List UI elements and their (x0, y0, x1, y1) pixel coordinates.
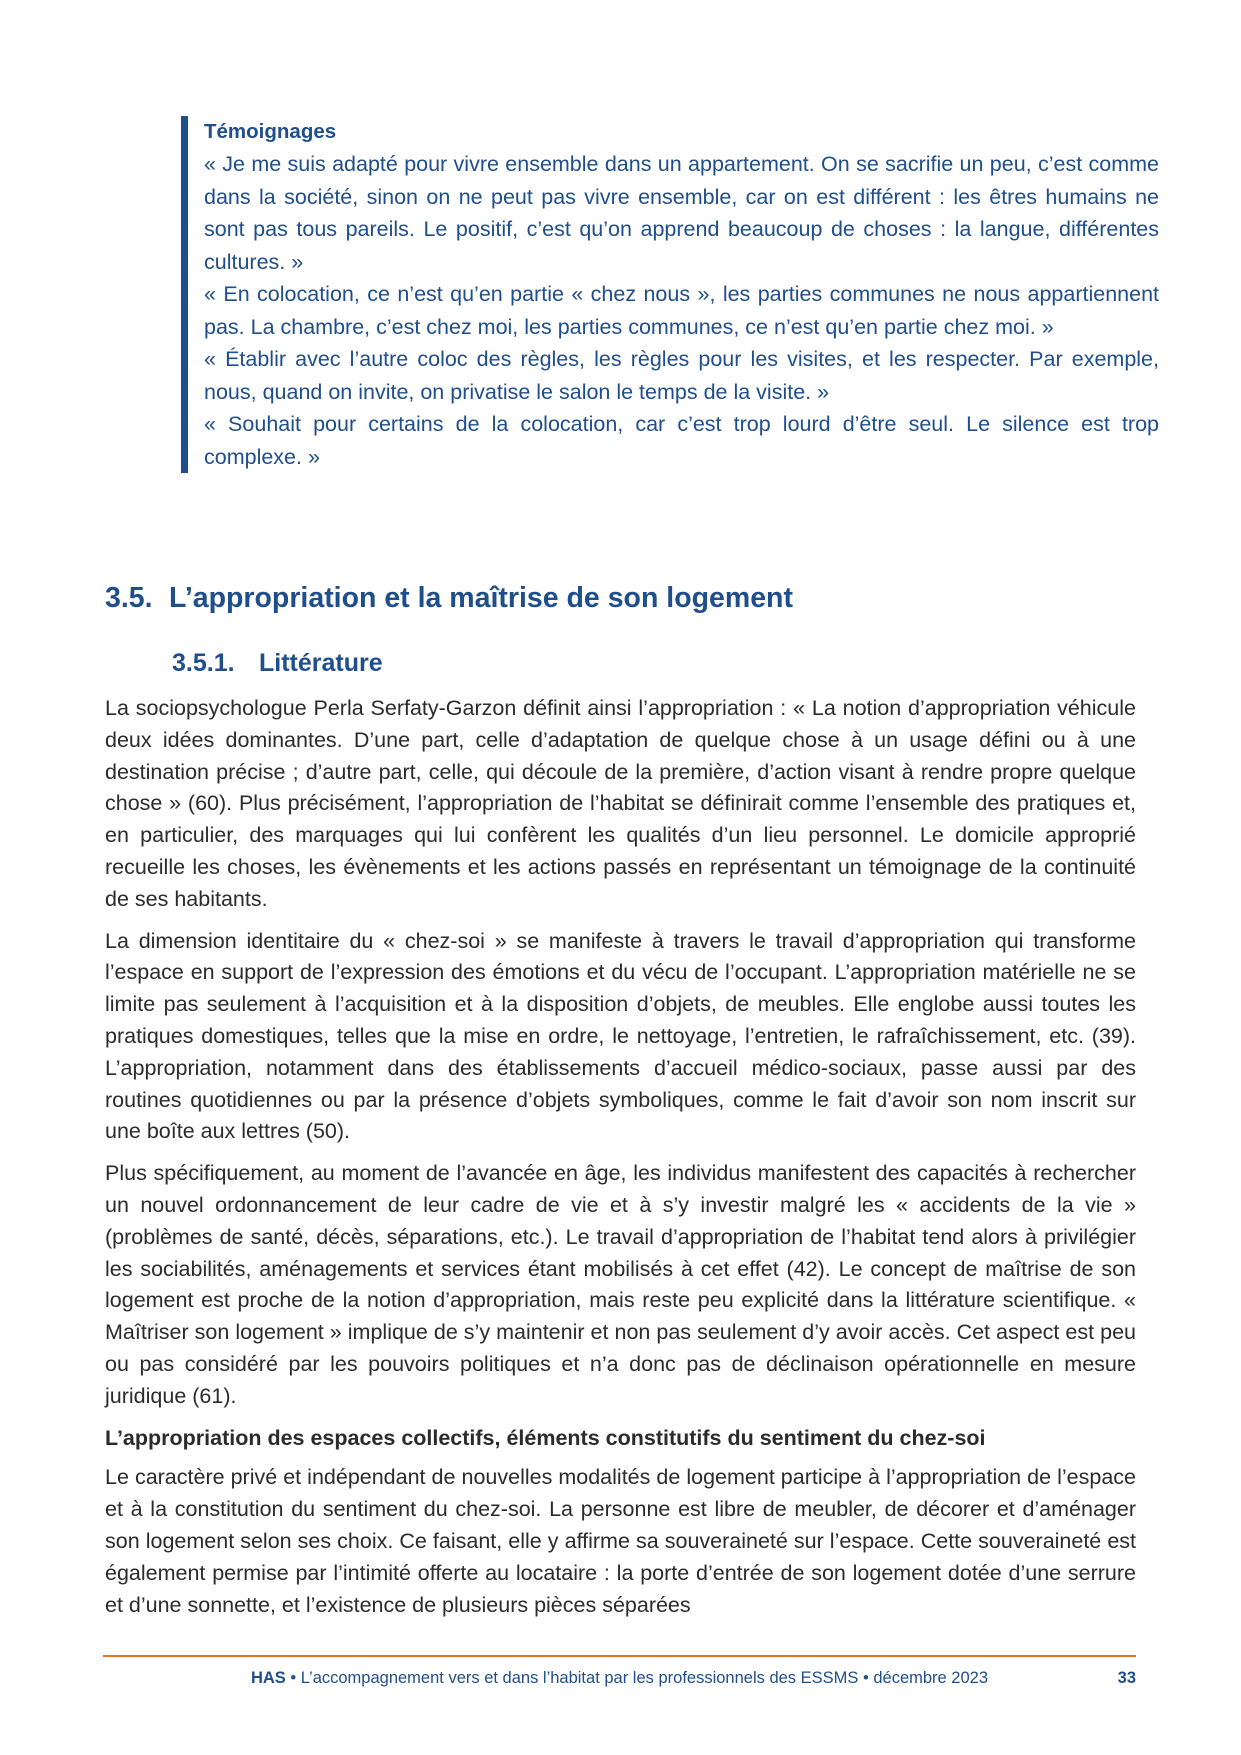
footer-brand: HAS (250, 1669, 286, 1687)
body-paragraph: La sociopsychologue Perla Serfaty-Garzon définit ainsi l’appropriation : « La notion d’appropriation véhicule deux idées dominantes. D’une part, celle d’adaptation de quelque chose à un usage défini ou à une destination précise ; d’autre part, celle, qui découle de la première, d’action visant à rendre propre quelque chose » (60). Plus précisément, l’appropriation de l’habitat se définirait comme l’ensemble des pratiques et, en particulier, des marquages qui lui confèrent les qualités d’un lieu personnel. Le domicile approprié recueille les choses, les évènements et les actions passés en représentant un témoignage de la continuité de ses habitants. (105, 696, 1136, 911)
footer-text: L’accompagnement vers et dans l’habitat par les professionnels des ESSMS • décembre 2023 (300, 1669, 989, 1687)
footer-caption (103, 1667, 1136, 1689)
body-paragraph: Plus spécifiquement, au moment de l’avancée en âge, les individus manifestent des capacités à rechercher un nouvel ordonnancement de leur cadre de vie et à s’y investir malgré les « accidents de la vie » (problèmes de santé, décès, séparations, etc.). Le travail d’appropriation de l’habitat tend alors à privilégier les sociabilités, aménagements et services étant mobilisés à cet effet (42). Le concept de maîtrise de son logement est proche de la notion d’appropriation, mais reste peu explicité dans la littérature scientifique. « Maîtriser son logement » implique de s’y maintenir et non pas seulement d’y avoir accès. Cet aspect est peu ou pas considéré par les pouvoirs politiques et n’a donc pas de déclinaison opérationnelle en mesure juridique (61). (105, 1161, 1136, 1408)
testimony-quote: « Établir avec l’autre coloc des règles, les règles pour les visites, et les respecter. Par exemple, nous, quand on invite, on privatise le salon le temps de la visite. » (204, 347, 1159, 404)
body-paragraph: Le caractère privé et indépendant de nouvelles modalités de logement participe à l’appropriation de l’espace et à la constitution du sentiment du chez-soi. La personne est libre de meubler, de décorer et d’aménager son logement selon ses choix. Ce faisant, elle y affirme sa souveraineté sur l’espace. Cette souveraineté est également permise par l’intimité offerte au locataire : la porte d’entrée de son logement dotée d’une serrure et d’une sonnette, et l’existence de plusieurs pièces séparées (105, 1465, 1136, 1617)
inline-subheading: L’appropriation des espaces collectifs, éléments constitutifs du sentiment du chez-soi (105, 1425, 986, 1450)
footer-divider (103, 1655, 1136, 1657)
section-heading (105, 580, 1136, 616)
body-text (105, 693, 1136, 1631)
body-paragraph: La dimension identitaire du « chez-soi » se manifeste à travers le travail d’appropriation qui transforme l’espace en support de l’expression des émotions et du vécu de l’occupant. L’appropriation matérielle ne se limite pas seulement à l’acquisition et à la disposition d’objets, de meubles. Elle englobe aussi toutes les pratiques domestiques, telles que la mise en ordre, le nettoyage, l’entretien, le rafraîchissement, etc. (39). L’appropriation, notamment dans des établissements d’accueil médico-sociaux, passe aussi par des routines quotidiennes ou par la présence d’objets symboliques, comme le fait d’avoir son nom inscrit sur une boîte aux lettres (50). (105, 928, 1136, 1144)
subsection-heading (172, 647, 383, 679)
subsection-title: Littérature (259, 649, 383, 677)
testimony-quote: « En colocation, ce n’est qu’en partie « chez nous », les parties communes ne nous appartiennent pas. La chambre, c’est chez moi, les parties communes, ce n’est qu’en partie chez moi. » (204, 282, 1159, 339)
footer-separator: • (285, 1669, 301, 1687)
section-title: L’appropriation et la maîtrise de son logement (169, 582, 793, 614)
testimony-quote: « Souhait pour certains de la colocation, car c’est trop lourd d’être seul. Le silence est trop complexe. » (204, 412, 1159, 469)
page-number: 33 (1117, 1669, 1136, 1687)
testimonies-title: Témoignages (204, 120, 337, 143)
subsection-number: 3.5.1. (172, 649, 235, 677)
testimony-quote: « Je me suis adapté pour vivre ensemble dans un appartement. On se sacrifie un peu, c’est comme dans la société, sinon on ne peut pas vivre ensemble, car on est différent : les êtres humains ne sont pas tous pareils. Le positif, c’est qu’on apprend beaucoup de choses : la langue, différentes cultures. » (204, 152, 1159, 274)
section-number: 3.5. (105, 582, 153, 614)
page-footer (103, 1667, 1136, 1689)
testimonies-block (181, 116, 1159, 473)
